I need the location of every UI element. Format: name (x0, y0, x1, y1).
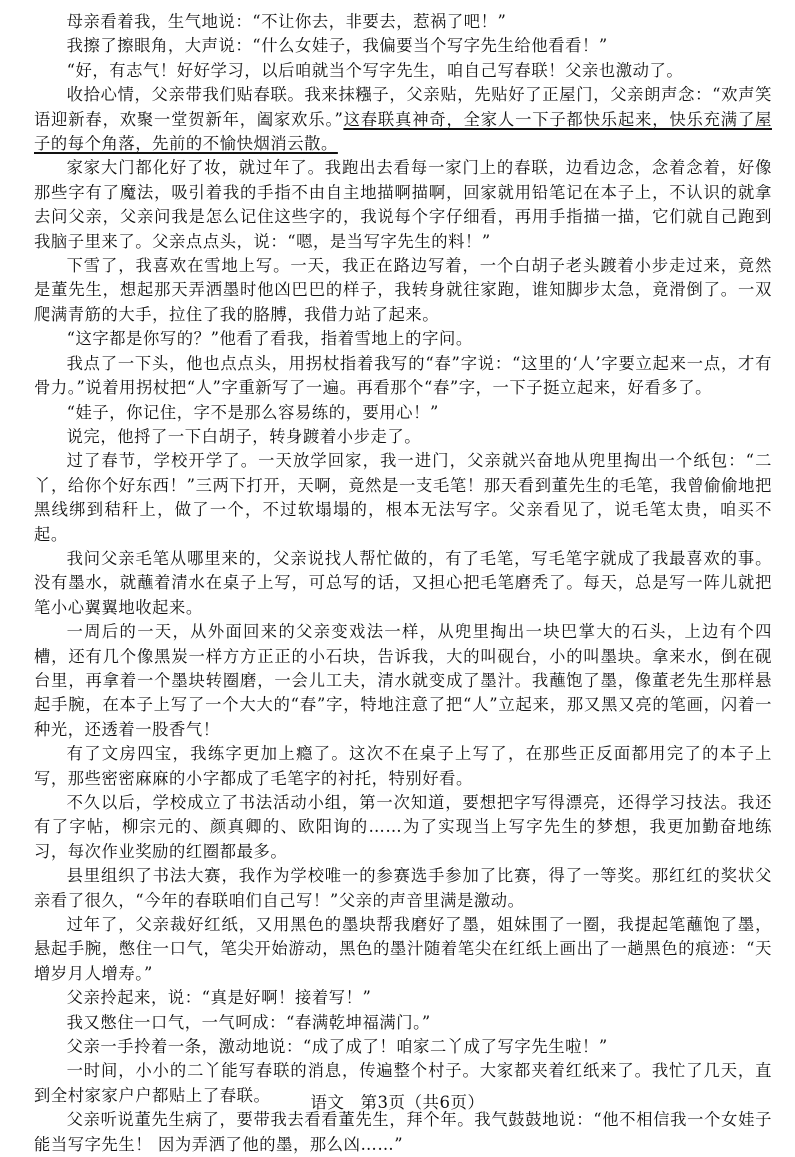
paragraph: 父亲听说董先生病了，要带我去看看董先生，拜个年。我气鼓鼓地说：“他不相信我一个女娃子能当写字先生！ 因为弄洒了他的墨，那么凶……” (34, 1110, 772, 1154)
paragraph: “好，有志气！好好学习，以后咱就当个写字先生，咱自己写春联！父亲也激动了。 (66, 60, 684, 80)
paragraph: 我问父亲毛笔从哪里来的，父亲说找人帮忙做的，有了毛笔，写毛笔字就成了我最喜欢的事。没有墨水，就蘸着清水在桌子上写，可总写的话，又担心把毛笔磨秃了。每天，总是写一阵儿就把笔小心翼翼地收起来。 (34, 548, 772, 617)
page-footer (0, 1089, 795, 1113)
paragraph: 县里组织了书法大赛，我作为学校唯一的参赛选手参加了比赛，得了一等奖。那红红的奖状父亲看了很久，“今年的春联咱们自己写！”父亲的声音里满是激动。 (34, 866, 772, 910)
paragraph-text: 收拾心情，父亲带我们贴春联。我来抹糨子，父亲贴，先贴好了正屋门，父亲朗声念：“欢声笑语迎新春，欢聚一堂贺新年，阖家欢乐。” (34, 85, 772, 129)
paragraph: 有了文房四宝，我练字更加上瘾了。这次不在桌子上写了，在那些正反面都用完了的本子上写，那些密密麻麻的小字都成了毛笔字的衬托，特别好看。 (34, 744, 772, 788)
paragraph-with-underline (34, 83, 772, 156)
paragraph: 我擦了擦眼角，大声说：“什么女娃子，我偏要当个写字先生给他看看！” (66, 36, 608, 56)
paragraph: “这字都是你写的？”他看了看我，指着雪地上的字问。 (66, 329, 473, 349)
underlined-sentence: 这春联真神奇，全家人一下子都快乐起来，快乐充满了屋子的每个角落，先前的不愉快烟消云散。 (34, 109, 772, 154)
paragraph: 下雪了，我喜欢在雪地上写。一天，我正在路边写着，一个白胡子老头踱着小步走过来，竟然是董先生，想起那天弄洒墨时他凶巴巴的样子，我转身就往家跑，谁知脚步太急，竟滑倒了。一双爬满青筋的大手，拉住了我的胳膊，我借力站了起来。 (34, 256, 772, 324)
paragraph: 我点了一下头，他也点点头，用拐杖指着我写的“春”字说：“这里的‘人’字要立起来一点，才有骨力。”说着用拐杖把“人”字重新写了一遍。再看那个“春”字，一下子挺立起来，好看多了。 (34, 353, 772, 398)
paragraph: 过了春节，学校开学了。一天放学回家，我一进门，父亲就兴奋地从兜里掏出一个纸包：“二丫，给你个好东西！”三两下打开，天啊，竟然是一支毛笔！那天看到董先生的毛笔，我曾偷偷地把黑线绑到秸秆上，做了一个，不过软塌塌的，根本无法写字。父亲看见了，说毛笔太贵，咱买不起。 (34, 451, 772, 544)
footer-subject: 语文 (310, 1093, 345, 1112)
paragraph: 不久以后，学校成立了书法活动小组，第一次知道，要想把字写得漂亮，还得学习技法。我还有了字帖，柳宗元的、颜真卿的、欧阳询的……为了实现当上写字先生的梦想，我更加勤奋地练习，每次作业奖励的红圈都最多。 (34, 793, 772, 861)
paragraph: 一时间，小小的二丫能写春联的消息，传遍整个村子。大家都夹着红纸来了。我忙了几天，直到全村家家户户都贴上了春联。 (34, 1061, 772, 1105)
footer-page-number: 第3页（共6页） (360, 1093, 485, 1112)
paragraph: 说完，他捋了一下白胡子，转身踱着小步走了。 (66, 426, 422, 446)
paragraph: 一周后的一天，从外面回来的父亲变戏法一样，从兜里掏出一块巴掌大的石头，上边有个四槽，还有几个像黑炭一样方方正正的小石块，告诉我，大的叫砚台，小的叫墨块。拿来水，倒在砚台里，再拿着一个墨块转圈磨，一会儿工夫，清水就变成了墨汁。我蘸饱了墨，像董老先生那样悬起手腕，在本子上写了一个大大的“春”字，特地注意了把“人”立起来，那又黑又亮的笔画，闪着一种光，还透着一股香气！ (34, 622, 772, 739)
paragraph: 过年了，父亲裁好红纸，又用黑色的墨块帮我磨好了墨，姐妹围了一圈，我提起笔蘸饱了墨，悬起手腕，憋住一口气，笔尖开始游动，黑色的墨汁随着笔尖在红纸上画出了一趟黑色的痕迹：“天增岁月人增寿。” (34, 915, 772, 983)
paragraph: 我又憋住一口气，一气呵成：“春满乾坤福满门。” (66, 1012, 431, 1032)
paragraph: 父亲一手拎着一条，激动地说：“成了成了！咱家二丫成了写字先生啦！” (66, 1037, 608, 1057)
paragraph: “娃子，你记住，字不是那么容易练的，要用心！” (66, 402, 439, 422)
paragraph: 母亲看着我，生气地说：“不让你去，非要去，惹祸了吧！” (66, 12, 507, 31)
paragraph: 家家大门都化好了妆，就过年了。我跑出去看每一家门上的春联，边看边念，念着念着，好像那些字有了魔法，吸引着我的手指不由自主地描啊描啊，回家就用铅笔记在本子上，不认识的就拿去问父亲，父亲问我是怎么记住这些字的，我说每个字仔细看，再用手指描一描，它们就自己跑到我脑子里来了。父亲点点头，说：“嗯，是当写字先生的料！” (34, 158, 772, 251)
paragraph: 父亲拎起来，说：“真是好啊！接着写！” (66, 988, 372, 1008)
